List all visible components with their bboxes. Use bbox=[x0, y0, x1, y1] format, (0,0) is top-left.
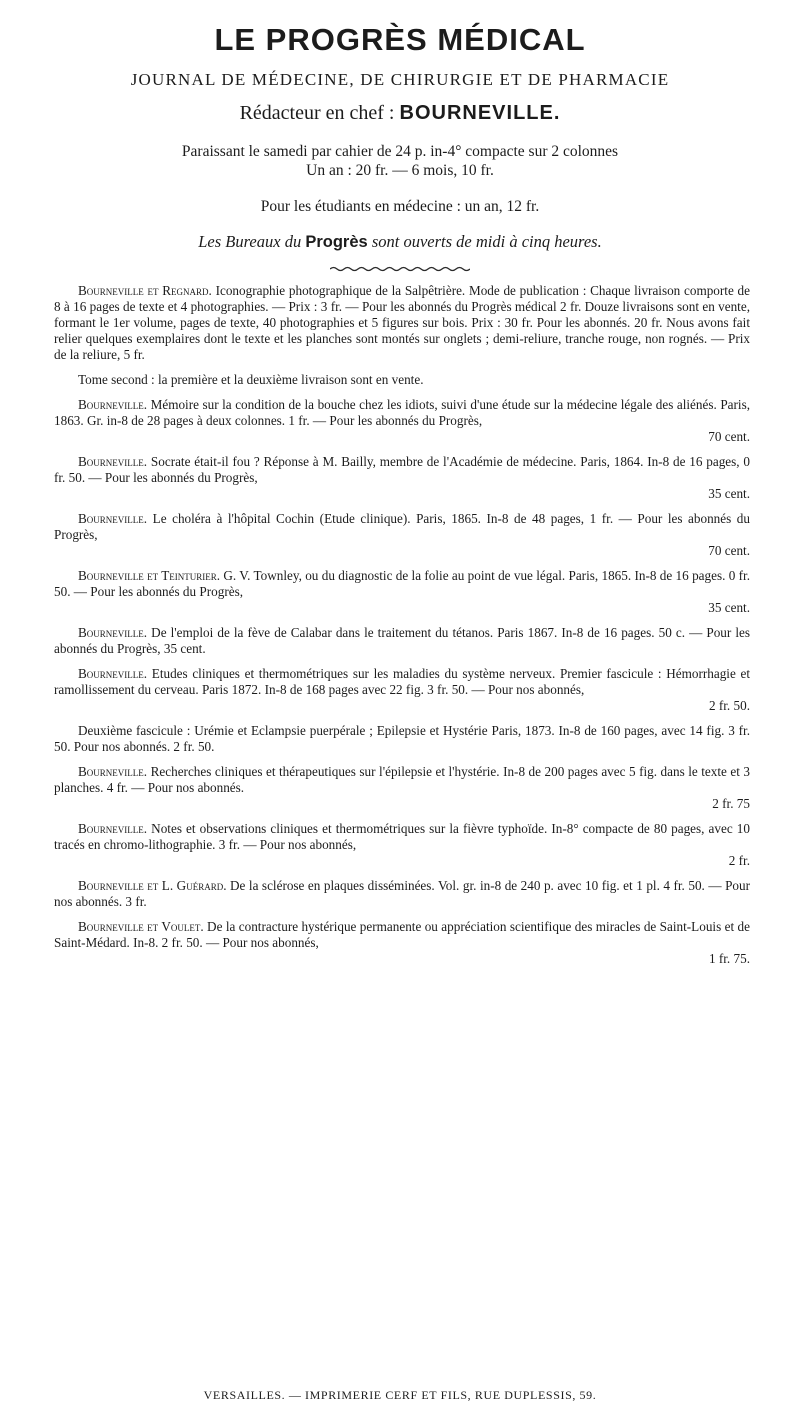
entry-authors: Bourneville. bbox=[78, 511, 148, 526]
list-item bbox=[54, 372, 750, 388]
publication-line: Paraissant le samedi par cahier de 24 p. in-4° compacte sur 2 colonnes bbox=[181, 143, 619, 160]
list-item bbox=[54, 454, 750, 502]
list-item bbox=[54, 625, 750, 657]
editor-name: BOURNEVILLE. bbox=[399, 102, 561, 124]
entry-price: 2 fr. 50. bbox=[708, 698, 750, 713]
list-item bbox=[54, 821, 750, 869]
office-hours-pre: Les Bureaux du bbox=[198, 232, 306, 251]
office-hours bbox=[0, 232, 800, 252]
entry-text: Iconographie photographique de la Salpêtrière. Mode de publication : Chaque livraison comporte de 8 à 16 pages de texte et 4 photographies. — Prix : 3 fr. — Pour les abonnés du Progrès médical 2 fr. Douze livraisons sont en vente, formant le 1er volume, pages de texte, 40 photographies et 5 figures sur bois. Prix : 30 fr. Pour les abonnés. 20 fr. Nous avons fait relier quelques exemplaires dont le texte et les planches sont montés sur onglets ; demi-reliure, tranche rouge, non rognés. — Prix de la reliure, 5 fr. bbox=[54, 283, 750, 362]
entry-price: 2 fr. bbox=[728, 853, 750, 868]
entry-text: Le choléra à l'hôpital Cochin (Etude clinique). Paris, 1865. In-8 de 48 pages, 1 fr. — Pour les abonnés du Progrès, bbox=[54, 511, 750, 542]
editor-line bbox=[0, 102, 800, 125]
entry-price: 70 cent. bbox=[708, 429, 750, 444]
entry-text: Etudes cliniques et thermométriques sur les maladies du système nerveux. Premier fascicule : Hémorrhagie et ramollissement du cerveau. Paris 1872. In-8 de 168 pages avec 22 fig. 3 fr. 50. — Pour nos abonnés, bbox=[54, 666, 750, 697]
entry-authors: Bourneville. bbox=[78, 397, 148, 412]
entry-price: 2 fr. 75 bbox=[712, 796, 750, 811]
list-item bbox=[54, 511, 750, 559]
list-item bbox=[54, 919, 750, 967]
entry-text: Socrate était-il fou ? Réponse à M. Bailly, membre de l'Académie de médecine. Paris, 1864. In-8 de 16 pages, 0 fr. 50. — Pour les abonnés du Progrès, bbox=[54, 454, 750, 485]
office-hours-journal: Progrès bbox=[305, 233, 368, 251]
journal-subtitle: JOURNAL DE MÉDECINE, DE CHIRURGIE ET DE PHARMACIE bbox=[130, 70, 670, 89]
entry-authors: Bourneville. bbox=[78, 821, 148, 836]
entry-price: 1 fr. 75. bbox=[708, 951, 750, 966]
list-item bbox=[54, 283, 750, 363]
editor-label: Rédacteur en chef : bbox=[239, 102, 395, 124]
entry-text: Notes et observations cliniques et thermométriques sur la fièvre typhoïde. In-8° compacte de 80 pages, avec 10 tracés en chromo-lithographie. 3 fr. — Pour nos abonnés, bbox=[54, 821, 750, 852]
list-item bbox=[54, 568, 750, 616]
entry-text: De l'emploi de la fève de Calabar dans le traitement du tétanos. Paris 1867. In-8 de 16 pages. 50 c. — Pour les abonnés du Progrès, 35 cent. bbox=[54, 625, 750, 656]
entry-authors: Bourneville. bbox=[78, 625, 148, 640]
entry-price: 35 cent. bbox=[708, 486, 750, 501]
journal-title: LE PROGRÈS MÉDICAL bbox=[214, 22, 586, 57]
entry-authors: Bourneville. bbox=[78, 454, 148, 469]
list-item bbox=[54, 723, 750, 755]
list-item bbox=[54, 397, 750, 445]
list-item bbox=[54, 764, 750, 812]
printer-imprint: VERSAILLES. — IMPRIMERIE CERF ET FILS, RUE DUPLESSIS, 59. bbox=[203, 1388, 597, 1402]
publication-list bbox=[54, 283, 750, 976]
entry-authors: Bourneville. bbox=[78, 764, 148, 779]
list-item bbox=[54, 878, 750, 910]
entry-authors: Bourneville et Voulet. bbox=[78, 919, 204, 934]
entry-price: 35 cent. bbox=[708, 600, 750, 615]
wavy-divider bbox=[330, 266, 470, 272]
entry-authors: Bourneville et L. Guérard. bbox=[78, 878, 227, 893]
entry-authors: Bourneville. bbox=[78, 666, 148, 681]
entry-text: De la sclérose en plaques disséminées. Vol. gr. in-8 de 240 p. avec 10 fig. et 1 pl. 4 fr. 50. — Pour nos abonnés. 3 fr. bbox=[54, 878, 750, 909]
student-rate: Pour les étudiants en médecine : un an, 12 fr. bbox=[260, 198, 540, 215]
entry-authors: Bourneville et Teinturier. bbox=[78, 568, 221, 583]
entry-text: De la contracture hystérique permanente ou appréciation scientifique des miracles de Saint-Louis et de Saint-Médard. In-8. 2 fr. 50. — Pour nos abonnés, bbox=[54, 919, 750, 950]
office-hours-post: sont ouverts de midi à cinq heures. bbox=[367, 232, 602, 251]
entry-text: Recherches cliniques et thérapeutiques sur l'épilepsie et l'hystérie. In-8 de 200 pages avec 5 fig. dans le texte et 3 planches. 4 fr. — Pour nos abonnés. bbox=[54, 764, 750, 795]
entry-text: G. V. Townley, ou du diagnostic de la folie au point de vue légal. Paris, 1865. In-8 de 16 pages. 0 fr. 50. — Pour les abonnés du Progrès, bbox=[54, 568, 750, 599]
entry-text: Mémoire sur la condition de la bouche chez les idiots, suivi d'une étude sur la médecine légale des aliénés. Paris, 1863. Gr. in-8 de 28 pages à deux colonnes. 1 fr. — Pour les abonnés du Progrès, bbox=[54, 397, 750, 428]
entry-authors: Bourneville et Regnard. bbox=[78, 283, 212, 298]
entry-text: Tome second : la première et la deuxième livraison sont en vente. bbox=[78, 372, 424, 387]
list-item bbox=[54, 666, 750, 714]
entry-price: 70 cent. bbox=[708, 543, 750, 558]
publication-info bbox=[40, 142, 760, 180]
entry-text: Deuxième fascicule : Urémie et Eclampsie puerpérale ; Epilepsie et Hystérie Paris, 1873. In-8 de 160 pages, avec 14 fig. 3 fr. 50. Pour nos abonnés. 2 fr. 50. bbox=[54, 723, 750, 754]
subscription-line: Un an : 20 fr. — 6 mois, 10 fr. bbox=[306, 162, 494, 179]
